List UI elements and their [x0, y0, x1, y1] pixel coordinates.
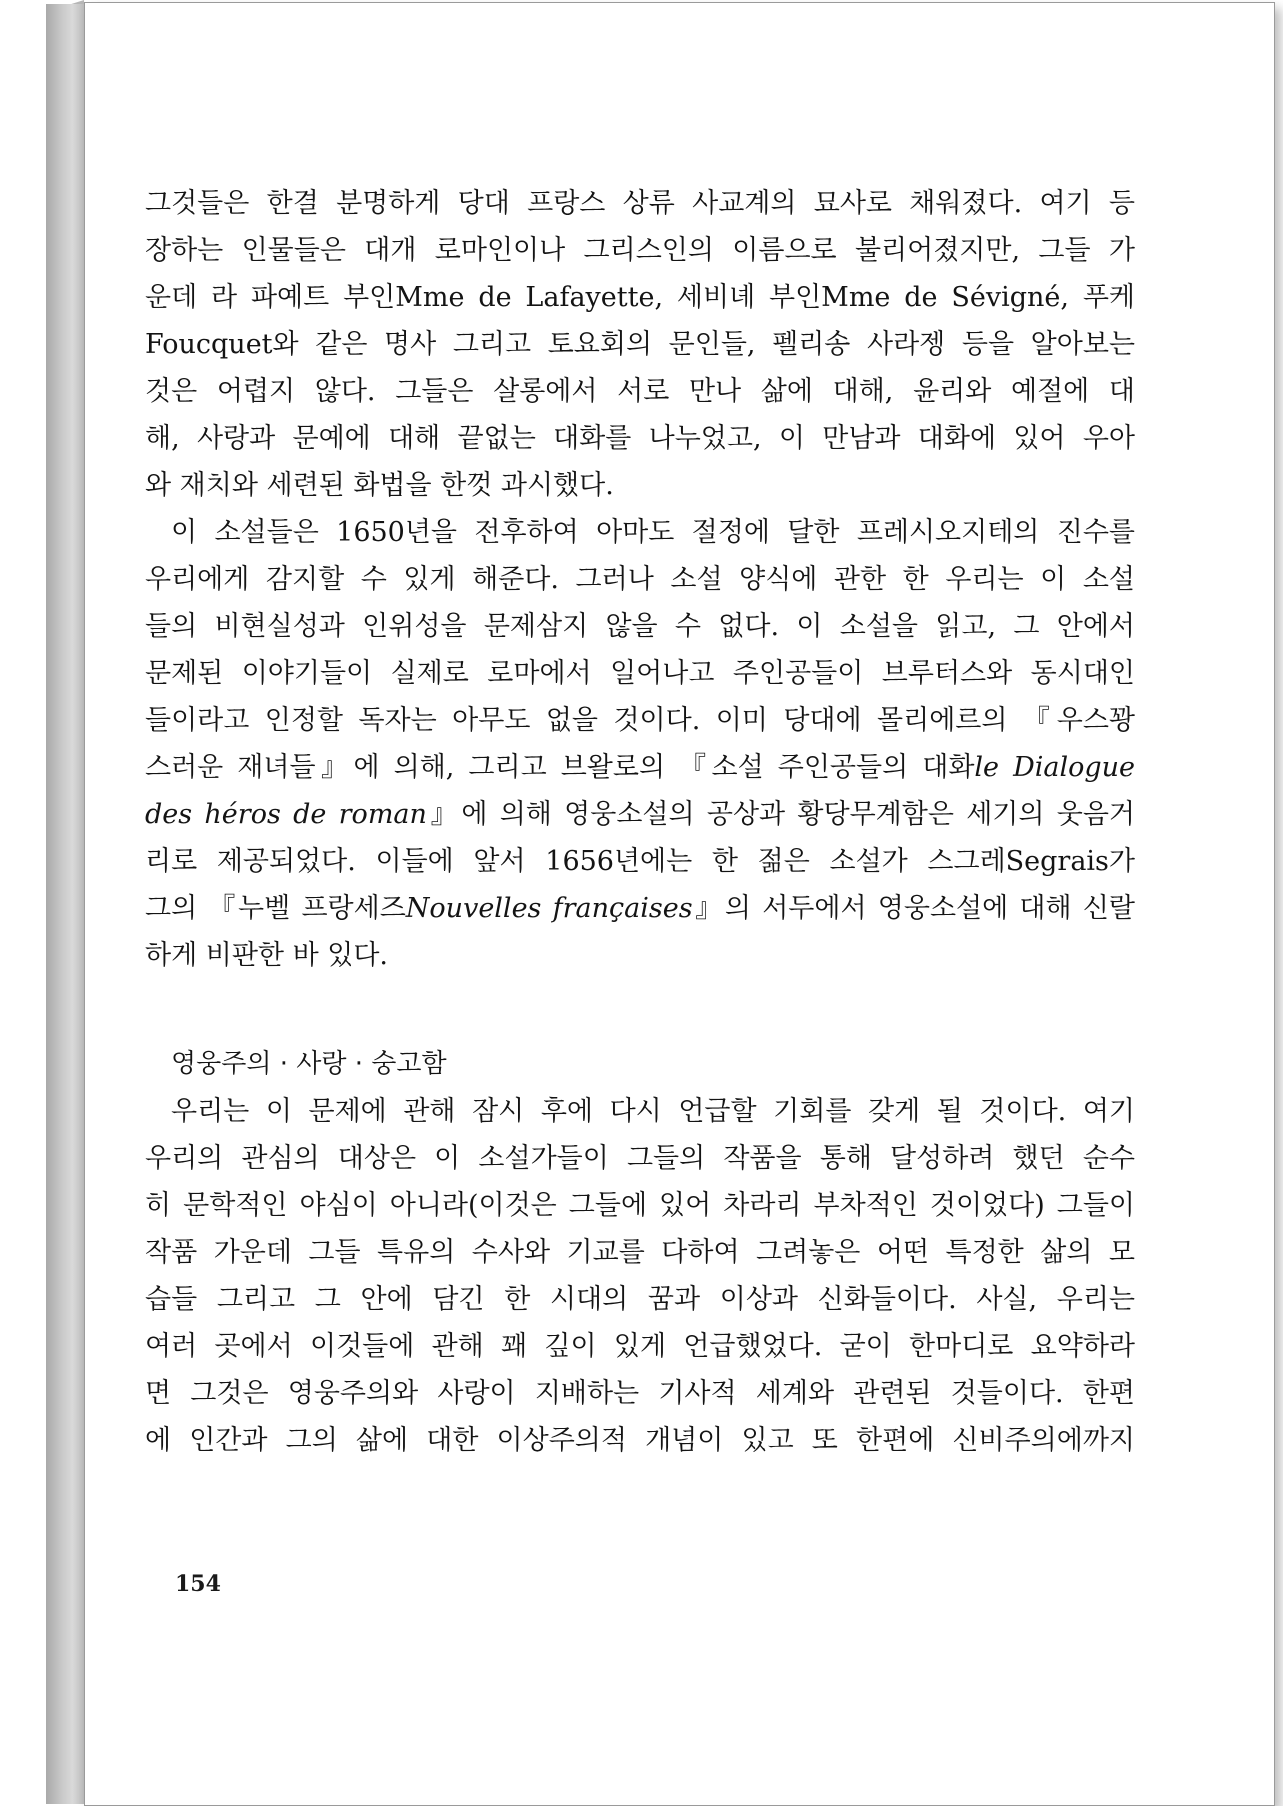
text-line: 히 문학적인 야심이 아니라(이것은 그들에 있어 차라리 부차적인 것이었다) 그들이 — [145, 1190, 1135, 1221]
text-run: 스러운 재녀들』에 의해, 그리고 브왈로의 『소설 주인공들의 대화 — [145, 752, 975, 783]
text-line: 우리의 관심의 대상은 이 소설가들이 그들의 작품을 통해 달성하려 했던 순수 — [145, 1143, 1135, 1174]
text-line: 리로 제공되었다. 이들에 앞서 1656년에는 한 젊은 소설가 스그레Segrais가 — [145, 846, 1135, 877]
text-line: 여러 곳에서 이것들에 관해 꽤 깊이 있게 언급했었다. 굳이 한마디로 요약하라 — [145, 1331, 1135, 1362]
text-line: 것은 어렵지 않다. 그들은 살롱에서 서로 만나 삶에 대해, 윤리와 예절에 대 — [145, 376, 1135, 407]
text-line: 문제된 이야기들이 실제로 로마에서 일어나고 주인공들이 브루터스와 동시대인 — [145, 658, 1135, 689]
italic-title: le Dialogue — [974, 752, 1135, 783]
text-line: 해, 사랑과 문예에 대해 끝없는 대화를 나누었고, 이 만남과 대화에 있어 우아 — [145, 423, 1135, 454]
text-line: 그것들은 한결 분명하게 당대 프랑스 상류 사교계의 묘사로 채워졌다. 여기 등 — [145, 188, 1135, 219]
text-line: 이 소설들은 1650년을 전후하여 아마도 절정에 달한 프레시오지테의 진수를 — [171, 517, 1135, 548]
text-line — [145, 744, 1135, 791]
italic-title: Nouvelles françaises — [405, 893, 693, 924]
text-line: 운데 라 파예트 부인Mme de Lafayette, 세비녜 부인Mme de Sévigné, 푸케 — [145, 282, 1135, 313]
section-spacer — [145, 979, 1135, 1041]
text-line: 장하는 인물들은 대개 로마인이나 그리스인의 이름으로 불리어졌지만, 그들 가 — [145, 235, 1135, 266]
text-line: 와 재치와 세련된 화법을 한껏 과시했다. — [145, 470, 614, 501]
text-line: 에 인간과 그의 삶에 대한 이상주의적 개념이 있고 또 한편에 신비주의에까지 — [145, 1425, 1135, 1456]
section-heading: 영웅주의 · 사랑 · 숭고함 — [171, 1049, 447, 1079]
text-line: 면 그것은 영웅주의와 사랑이 지배하는 기사적 세계와 관련된 것들이다. 한편 — [145, 1378, 1135, 1409]
text-line: 작품 가운데 그들 특유의 수사와 기교를 다하여 그려놓은 어떤 특정한 삶의 모 — [145, 1237, 1135, 1268]
text-line: 들의 비현실성과 인위성을 문제삼지 않을 수 없다. 이 소설을 읽고, 그 안에서 — [145, 611, 1135, 642]
text-line: Foucquet와 같은 명사 그리고 토요회의 문인들, 펠리송 사라젱 등을 알아보는 — [145, 329, 1135, 360]
page-number: 154 — [175, 1571, 221, 1597]
text-run: 그의 『누벨 프랑세즈 — [145, 893, 406, 924]
text-line — [145, 791, 1135, 838]
text-line: 우리에게 감지할 수 있게 해준다. 그러나 소설 양식에 관한 한 우리는 이 소설 — [145, 564, 1135, 595]
text-line: 하게 비판한 바 있다. — [145, 940, 388, 971]
book-spine — [46, 4, 84, 1804]
text-line: 우리는 이 문제에 관해 잠시 후에 다시 언급할 기회를 갖게 될 것이다. 여기 — [171, 1096, 1135, 1127]
text-run: 』의 서두에서 영웅소설에 대해 신랄 — [692, 893, 1135, 924]
text-line: 습들 그리고 그 안에 담긴 한 시대의 꿈과 이상과 신화들이다. 사실, 우리는 — [145, 1284, 1135, 1315]
text-run: 』에 의해 영웅소설의 공상과 황당무계함은 세기의 웃음거 — [426, 799, 1135, 830]
page-text — [145, 180, 1135, 1464]
italic-title: des héros de roman — [145, 799, 427, 830]
text-line: 들이라고 인정할 독자는 아무도 없을 것이다. 이미 당대에 몰리에르의 『우스꽝 — [145, 705, 1135, 736]
text-line — [145, 885, 1135, 932]
